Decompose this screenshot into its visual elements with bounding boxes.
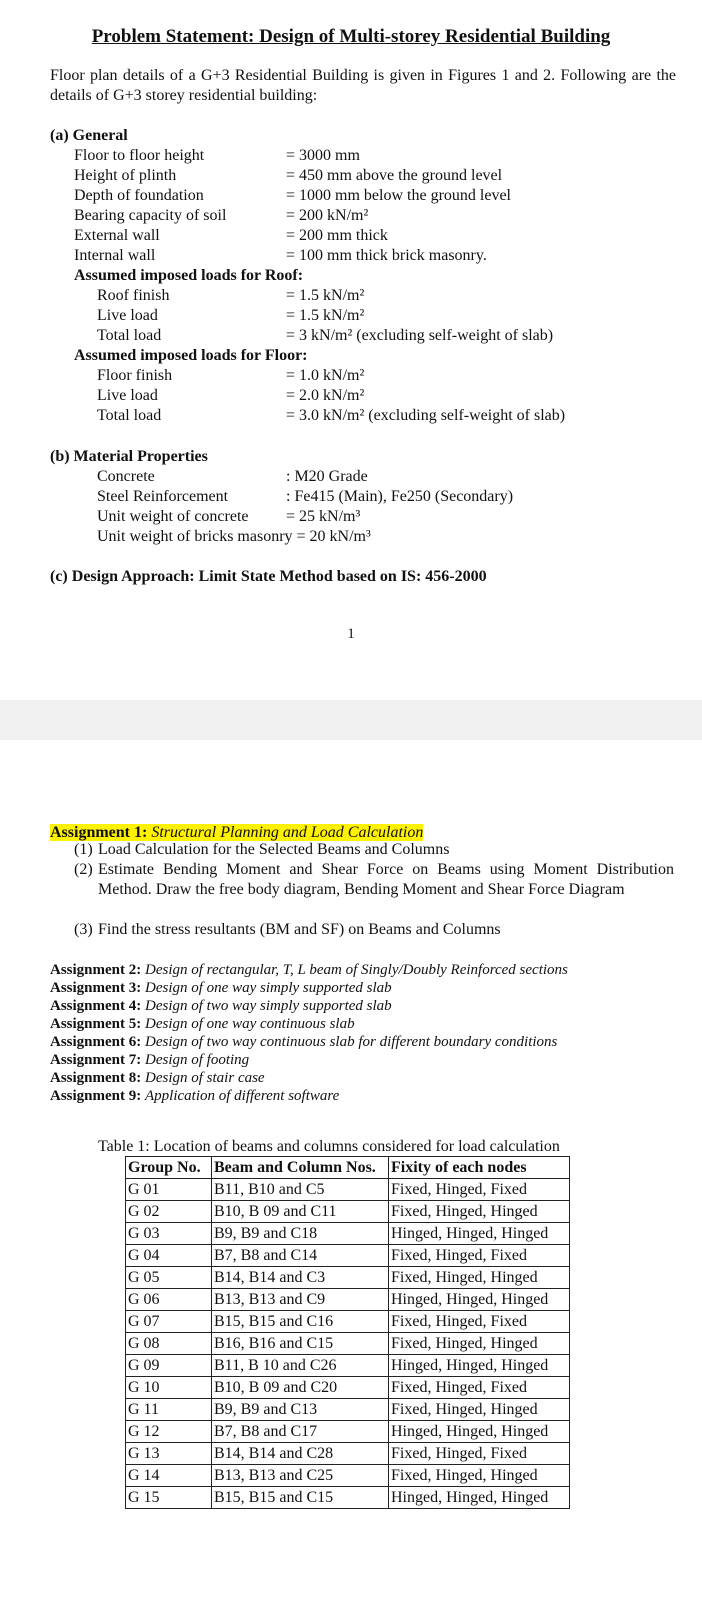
table-row: [126, 1443, 570, 1465]
task-number: (2): [74, 861, 93, 878]
general-label: Floor to floor height: [74, 147, 205, 164]
page-title: Problem Statement: Design of Multi-storey Residential Building: [91, 26, 611, 47]
assignment-label: Assignment 3:: [50, 980, 142, 996]
table-row: [126, 1223, 570, 1245]
cell-fixity: Hinged, Hinged, Hinged: [389, 1289, 570, 1311]
cell-members: B15, B15 and C16: [212, 1311, 389, 1333]
assignment-label: Assignment 5:: [50, 1016, 142, 1032]
assignment-item: [50, 998, 392, 1015]
material-value: : M20 Grade: [286, 468, 368, 485]
general-value: = 3000 mm: [286, 147, 360, 164]
cell-fixity: Hinged, Hinged, Hinged: [389, 1355, 570, 1377]
cell-fixity: Fixed, Hinged, Hinged: [389, 1201, 570, 1223]
page-number: 1: [347, 626, 355, 642]
cell-group: G 07: [126, 1311, 212, 1333]
floor-value: = 1.0 kN/m²: [286, 367, 365, 384]
assignment-item: [50, 1034, 557, 1051]
cell-fixity: Fixed, Hinged, Fixed: [389, 1377, 570, 1399]
cell-group: G 03: [126, 1223, 212, 1245]
cell-members: B13, B13 and C25: [212, 1465, 389, 1487]
cell-group: G 15: [126, 1487, 212, 1509]
task-number: (1): [74, 841, 93, 858]
page-1: [0, 0, 702, 700]
cell-fixity: Hinged, Hinged, Hinged: [389, 1487, 570, 1509]
assignment-label: Assignment 7:: [50, 1052, 142, 1068]
general-label: External wall: [74, 227, 160, 244]
general-label: Internal wall: [74, 247, 156, 264]
cell-fixity: Fixed, Hinged, Fixed: [389, 1245, 570, 1267]
assignment-title: Design of rectangular, T, L beam of Singly/Doubly Reinforced sections: [145, 962, 568, 978]
assignment-title: Design of one way continuous slab: [145, 1016, 355, 1032]
general-value: = 1000 mm below the ground level: [286, 187, 511, 204]
material-label: Unit weight of concrete: [97, 508, 249, 525]
cell-fixity: Fixed, Hinged, Hinged: [389, 1465, 570, 1487]
floor-value: = 2.0 kN/m²: [286, 387, 365, 404]
cell-group: G 04: [126, 1245, 212, 1267]
cell-members: B10, B 09 and C11: [212, 1201, 389, 1223]
cell-group: G 08: [126, 1333, 212, 1355]
table-row: [126, 1333, 570, 1355]
assignment-item: [50, 962, 568, 979]
assignment-1-title: Structural Planning and Load Calculation: [151, 824, 424, 841]
roof-value: = 1.5 kN/m²: [286, 287, 365, 304]
assignment-1-task: [74, 920, 674, 940]
assignment-item: [50, 1016, 355, 1033]
cell-fixity: Hinged, Hinged, Hinged: [389, 1421, 570, 1443]
cell-group: G 13: [126, 1443, 212, 1465]
cell-group: G 11: [126, 1399, 212, 1421]
assignment-title: Design of two way continuous slab for different boundary conditions: [145, 1034, 558, 1050]
beam-column-table: [125, 1156, 570, 1509]
material-label: Steel Reinforcement: [97, 488, 229, 505]
material-value: : Fe415 (Main), Fe250 (Secondary): [286, 488, 514, 505]
cell-members: B14, B14 and C3: [212, 1267, 389, 1289]
assignment-item: [50, 980, 392, 997]
table-row: [126, 1399, 570, 1421]
general-value: = 200 mm thick: [286, 227, 388, 244]
table-header-row: [126, 1157, 570, 1179]
task-text: Estimate Bending Moment and Shear Force on Beams using Moment Distribution Method. Draw the free body diagram, Bending Moment and Shear Force Diagram: [98, 861, 674, 898]
table-row: [126, 1377, 570, 1399]
cell-members: B15, B15 and C15: [212, 1487, 389, 1509]
floor-label: Live load: [97, 387, 158, 404]
task-text: Find the stress resultants (BM and SF) on Beams and Columns: [98, 921, 501, 938]
cell-fixity: Fixed, Hinged, Fixed: [389, 1311, 570, 1333]
header-group-no: Group No.: [126, 1157, 212, 1179]
general-label: Height of plinth: [74, 167, 177, 184]
page-separator: [0, 700, 702, 740]
material-value: = 25 kN/m³: [286, 508, 361, 525]
cell-group: G 10: [126, 1377, 212, 1399]
table-row: [126, 1245, 570, 1267]
table-caption: Table 1: Location of beams and columns considered for load calculation: [98, 1138, 560, 1155]
intro-paragraph: Floor plan details of a G+3 Residential Building is given in Figures 1 and 2. Following are the details of G+3 storey residential building:: [50, 67, 676, 104]
floor-label: Floor finish: [97, 367, 173, 384]
cell-group: G 14: [126, 1465, 212, 1487]
task-number: (3): [74, 921, 93, 938]
roof-label: Live load: [97, 307, 158, 324]
assignment-title: Application of different software: [145, 1088, 340, 1104]
assignment-label: Assignment 9:: [50, 1088, 142, 1104]
cell-members: B11, B 10 and C26: [212, 1355, 389, 1377]
cell-group: G 02: [126, 1201, 212, 1223]
assignment-label: Assignment 8:: [50, 1070, 142, 1086]
roof-label: Total load: [97, 327, 162, 344]
table-row: [126, 1267, 570, 1289]
assignment-title: Design of footing: [145, 1052, 250, 1068]
cell-members: B7, B8 and C17: [212, 1421, 389, 1443]
cell-fixity: Fixed, Hinged, Hinged: [389, 1267, 570, 1289]
table-row: [126, 1201, 570, 1223]
assignment-1-task: [74, 860, 674, 900]
cell-members: B9, B9 and C13: [212, 1399, 389, 1421]
assignment-item: [50, 1052, 249, 1069]
floor-label: Total load: [97, 407, 162, 424]
header-fixity: Fixity of each nodes: [389, 1157, 570, 1179]
cell-fixity: Fixed, Hinged, Hinged: [389, 1333, 570, 1355]
general-heading: (a) General: [50, 127, 128, 144]
assignment-title: Design of one way simply supported slab: [145, 980, 392, 996]
cell-fixity: Fixed, Hinged, Hinged: [389, 1399, 570, 1421]
cell-members: B16, B16 and C15: [212, 1333, 389, 1355]
general-label: Bearing capacity of soil: [74, 207, 227, 224]
header-beam-column: Beam and Column Nos.: [212, 1157, 389, 1179]
general-value: = 450 mm above the ground level: [286, 167, 503, 184]
assignment-1-task: [74, 840, 674, 860]
floor-loads-heading: Assumed imposed loads for Floor:: [74, 347, 308, 364]
table-row: [126, 1311, 570, 1333]
assignment-1-label: Assignment 1:: [50, 824, 148, 841]
assignment-title: Design of two way simply supported slab: [145, 998, 392, 1014]
assignment-label: Assignment 4:: [50, 998, 142, 1014]
roof-value: = 1.5 kN/m²: [286, 307, 365, 324]
assignment-title: Design of stair case: [145, 1070, 265, 1086]
floor-value: = 3.0 kN/m² (excluding self-weight of slab): [286, 407, 566, 424]
cell-group: G 12: [126, 1421, 212, 1443]
cell-group: G 09: [126, 1355, 212, 1377]
table-row: [126, 1289, 570, 1311]
cell-members: B11, B10 and C5: [212, 1179, 389, 1201]
cell-members: B10, B 09 and C20: [212, 1377, 389, 1399]
cell-group: G 05: [126, 1267, 212, 1289]
roof-label: Roof finish: [97, 287, 170, 304]
bricks-weight-line: Unit weight of bricks masonry = 20 kN/m³: [97, 528, 371, 545]
cell-group: G 06: [126, 1289, 212, 1311]
roof-loads-heading: Assumed imposed loads for Roof:: [74, 267, 304, 284]
cell-members: B14, B14 and C28: [212, 1443, 389, 1465]
roof-value: = 3 kN/m² (excluding self-weight of slab): [286, 327, 554, 344]
general-value: = 100 mm thick brick masonry.: [286, 247, 487, 264]
cell-fixity: Fixed, Hinged, Fixed: [389, 1443, 570, 1465]
cell-members: B7, B8 and C14: [212, 1245, 389, 1267]
table-row: [126, 1421, 570, 1443]
assignment-label: Assignment 6:: [50, 1034, 142, 1050]
assignment-item: [50, 1088, 339, 1105]
material-label: Concrete: [97, 468, 155, 485]
general-label: Depth of foundation: [74, 187, 204, 204]
cell-members: B9, B9 and C18: [212, 1223, 389, 1245]
table-row: [126, 1355, 570, 1377]
cell-group: G 01: [126, 1179, 212, 1201]
design-approach: (c) Design Approach: Limit State Method based on IS: 456-2000: [50, 568, 487, 585]
cell-members: B13, B13 and C9: [212, 1289, 389, 1311]
cell-fixity: Fixed, Hinged, Fixed: [389, 1179, 570, 1201]
task-text: Load Calculation for the Selected Beams and Columns: [98, 841, 450, 858]
material-heading: (b) Material Properties: [50, 448, 208, 465]
cell-fixity: Hinged, Hinged, Hinged: [389, 1223, 570, 1245]
table-row: [126, 1465, 570, 1487]
table-row: [126, 1179, 570, 1201]
assignment-label: Assignment 2:: [50, 962, 142, 978]
table-row: [126, 1487, 570, 1509]
assignment-item: [50, 1070, 265, 1087]
general-value: = 200 kN/m²: [286, 207, 369, 224]
